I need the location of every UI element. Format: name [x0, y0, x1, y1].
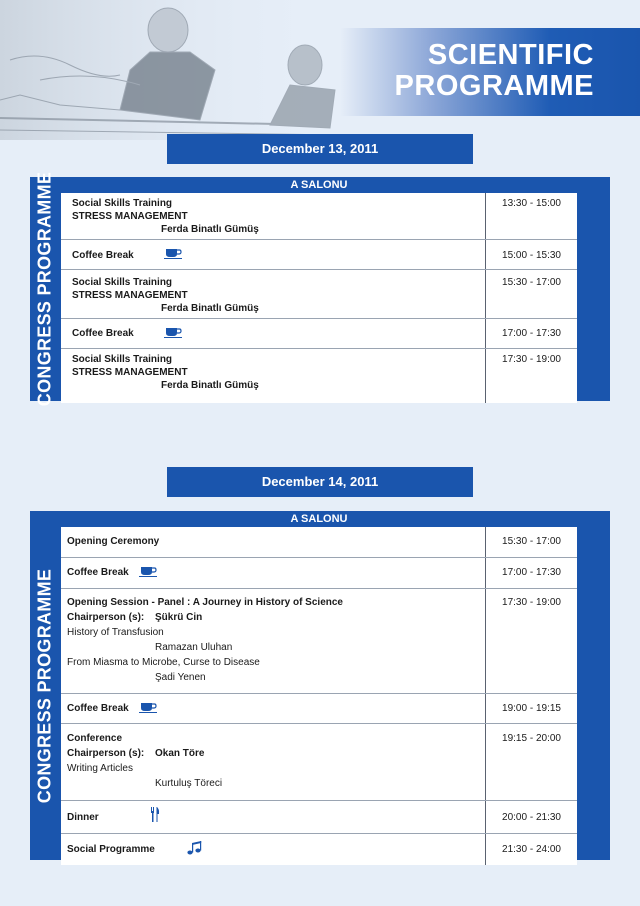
speaker-name: Şadi Yenen: [155, 672, 206, 683]
table-row: [61, 558, 577, 589]
talk-title: History of Transfusion: [67, 627, 164, 638]
hall-header: A SALONU: [290, 179, 348, 191]
speaker-name: Ferda Binatlı Gümüş: [161, 224, 259, 235]
session-title: Social Skills Training: [72, 198, 173, 209]
session-time: 15:30 - 17:00: [502, 536, 561, 547]
fork-knife-icon: [150, 807, 160, 822]
session-subtitle: STRESS MANAGEMENT: [72, 211, 188, 222]
session-time: 17:30 - 19:00: [502, 354, 561, 365]
session-time: 19:15 - 20:00: [502, 733, 561, 744]
session-subtitle: STRESS MANAGEMENT: [72, 290, 188, 301]
chairperson-name: Okan Töre: [155, 748, 205, 759]
session-time: 15:30 - 17:00: [502, 277, 561, 288]
coffee-cup-icon: [164, 248, 182, 259]
session-title: Coffee Break: [67, 567, 129, 578]
table-row: [61, 694, 577, 724]
table-row: [61, 527, 577, 558]
side-label: CONGRESS PROGRAMME: [34, 568, 55, 803]
talk-title: Writing Articles: [67, 763, 133, 774]
coffee-cup-icon: [164, 327, 182, 338]
chairperson-name: Şükrü Cin: [155, 612, 203, 623]
programme-panel-day-2: [30, 511, 610, 860]
table-row: [61, 589, 577, 694]
session-title: Opening Ceremony: [67, 536, 160, 547]
session-title: Coffee Break: [72, 250, 134, 261]
session-time: 17:00 - 17:30: [502, 328, 561, 339]
table-row: [61, 270, 577, 319]
session-time: 21:30 - 24:00: [502, 844, 561, 855]
date-bar-day-1: December 13, 2011: [167, 134, 473, 164]
schedule-table: [61, 193, 577, 403]
session-title: Opening Session - Panel : A Journey in History of Science: [67, 597, 343, 608]
table-row: [61, 801, 577, 834]
schedule-table: [61, 527, 577, 865]
session-title: Coffee Break: [72, 328, 134, 339]
table-row: [61, 193, 577, 240]
session-subtitle: STRESS MANAGEMENT: [72, 367, 188, 378]
date-bar-day-2: December 14, 2011: [167, 467, 473, 497]
programme-panel-day-1: [30, 171, 610, 407]
chairperson-label: Chairperson (s):: [67, 748, 145, 759]
hall-header: A SALONU: [290, 513, 348, 525]
coffee-cup-icon: [139, 702, 157, 713]
table-row: [61, 349, 577, 403]
session-title: Social Skills Training: [72, 277, 173, 288]
coffee-cup-icon: [139, 566, 157, 577]
table-row: [61, 319, 577, 349]
title-line-1: SCIENTIFIC: [427, 39, 594, 71]
session-time: 20:00 - 21:30: [502, 812, 561, 823]
session-title: Social Skills Training: [72, 354, 173, 365]
session-title: Social Programme: [67, 844, 155, 855]
speaker-name: Ferda Binatlı Gümüş: [161, 303, 259, 314]
side-label: CONGRESS PROGRAMME: [34, 171, 55, 407]
talk-title: From Miasma to Microbe, Curse to Disease: [67, 657, 260, 668]
title-banner: [340, 28, 640, 116]
session-time: 15:00 - 15:30: [502, 250, 561, 261]
table-row: [61, 240, 577, 270]
session-time: 13:30 - 15:00: [502, 198, 561, 209]
session-time: 19:00 - 19:15: [502, 703, 561, 714]
table-row: [61, 834, 577, 865]
session-time: 17:30 - 19:00: [502, 597, 561, 608]
session-title: Dinner: [67, 812, 99, 823]
speaker-name: Ferda Binatlı Gümüş: [161, 380, 259, 391]
table-row: [61, 724, 577, 801]
session-title: Coffee Break: [67, 703, 129, 714]
chairperson-label: Chairperson (s):: [67, 612, 145, 623]
session-title: Conference: [67, 733, 123, 744]
background-illustration: [0, 0, 340, 140]
session-time: 17:00 - 17:30: [502, 567, 561, 578]
speaker-name: Kurtuluş Töreci: [155, 778, 223, 789]
speaker-name: Ramazan Uluhan: [155, 642, 233, 653]
music-note-icon: [187, 841, 203, 855]
title-line-2: PROGRAMME: [394, 70, 594, 102]
